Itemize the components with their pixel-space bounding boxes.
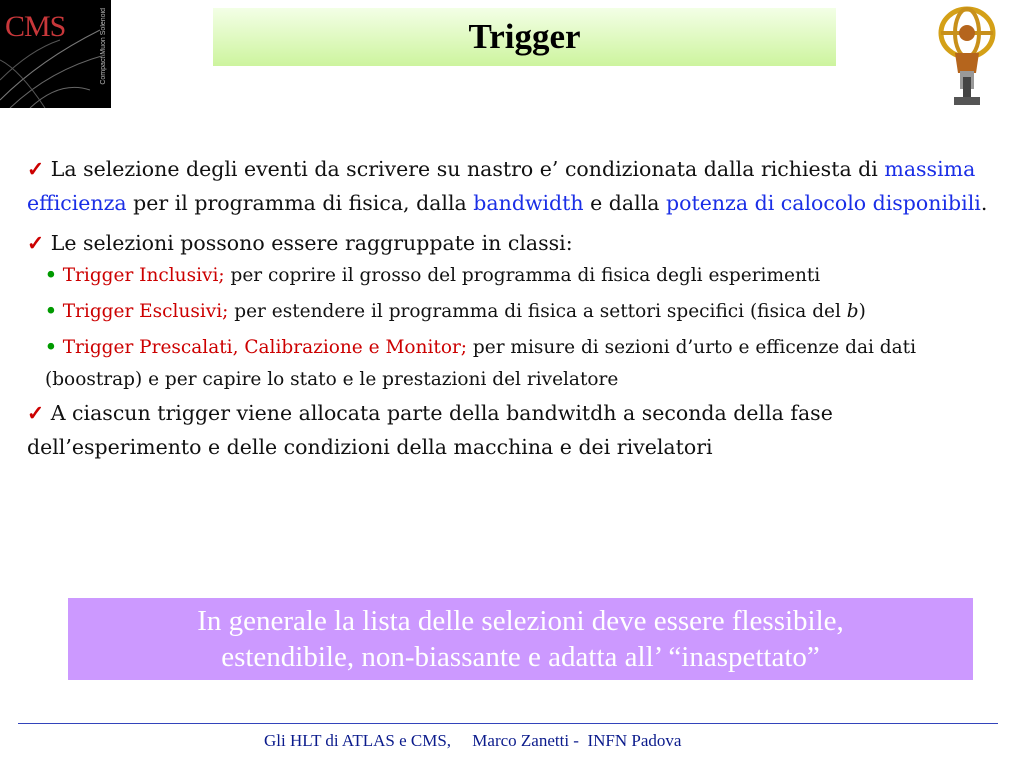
point-selection-text-3: e dalla bbox=[583, 191, 666, 215]
footer-talk-title: Gli HLT di ATLAS e CMS, bbox=[264, 731, 452, 750]
class-prescaled bbox=[27, 332, 1002, 396]
class-inclusive-label: Trigger Inclusivi; bbox=[62, 265, 225, 286]
point-selection-text-1: La selezione degli eventi da scrivere su nastro e’ condizionata dalla richiesta di bbox=[50, 157, 885, 181]
slide-body bbox=[27, 152, 1002, 464]
bullet-icon: • bbox=[45, 337, 57, 358]
cms-logo-subtext: Compact Muon Solenoid bbox=[100, 8, 107, 85]
check-icon: ✓ bbox=[27, 231, 45, 255]
footer-author: Marco Zanetti - INFN Padova bbox=[472, 731, 682, 750]
class-exclusive-b: b bbox=[846, 301, 859, 322]
class-prescaled-label: Trigger Prescalati, Calibrazione e Monitor; bbox=[62, 337, 468, 358]
bullet-icon: • bbox=[45, 265, 57, 286]
check-icon: ✓ bbox=[27, 157, 45, 181]
point-classes bbox=[27, 226, 1002, 260]
point-selection bbox=[27, 152, 1002, 220]
cms-logo bbox=[0, 0, 111, 108]
bullet-icon: • bbox=[45, 301, 57, 322]
atlas-logo bbox=[930, 3, 1004, 109]
check-icon: ✓ bbox=[27, 401, 45, 425]
class-inclusive-text: per coprire il grosso del programma di fisica degli esperimenti bbox=[224, 265, 821, 286]
page-title: Trigger bbox=[468, 17, 581, 56]
class-exclusive bbox=[27, 296, 1002, 328]
footer-divider bbox=[18, 723, 998, 724]
point-selection-text-2: per il programma di fisica, dalla bbox=[126, 191, 474, 215]
summary-note-line-1: In generale la lista delle selezioni deve essere flessibile, bbox=[197, 605, 844, 637]
summary-note-text bbox=[197, 603, 844, 675]
highlight-computing-power: potenza di calocolo disponibili bbox=[666, 191, 981, 215]
title-banner bbox=[213, 8, 836, 66]
cms-logo-text: CMS bbox=[5, 10, 66, 43]
class-exclusive-label: Trigger Esclusivi; bbox=[62, 301, 229, 322]
summary-note-line-2: estendibile, non-biassante e adatta all’ “inaspettato” bbox=[221, 641, 820, 673]
footer bbox=[264, 731, 681, 751]
summary-note bbox=[68, 598, 973, 680]
class-prescaled-text: per misure di sezioni d’urto e efficenze dai dati (boostrap) e per capire lo stato e le prestazioni del rivelatore bbox=[45, 337, 917, 390]
class-exclusive-text: per estendere il programma di fisica a settori specifici (fisica del bbox=[228, 301, 847, 322]
point-allocation-text: A ciascun trigger viene allocata parte della bandwitdh a seconda della fase dell’esperimento e delle condizioni della macchina e dei rivelatori bbox=[27, 401, 833, 459]
point-classes-text: Le selezioni possono essere raggruppate in classi: bbox=[50, 231, 573, 255]
point-selection-text-4: . bbox=[980, 191, 988, 215]
highlight-bandwidth: bandwidth bbox=[473, 191, 584, 215]
point-allocation bbox=[27, 396, 1002, 464]
highlight-efficiency: massima efficienza bbox=[27, 157, 976, 215]
class-exclusive-close: ) bbox=[858, 301, 866, 322]
class-inclusive bbox=[27, 260, 1002, 292]
